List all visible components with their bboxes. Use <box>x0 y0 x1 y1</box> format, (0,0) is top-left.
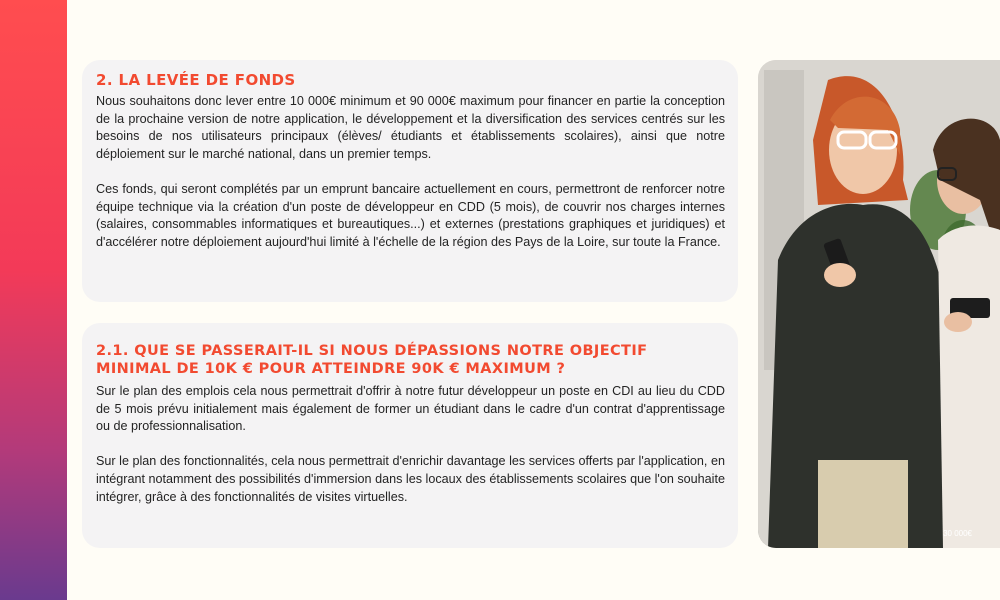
left-gradient-bar <box>0 0 67 600</box>
photo-caption: 30 000€ <box>943 529 972 538</box>
paragraph: Nous souhaitons donc lever entre 10 000€ minimum et 90 000€ maximum pour financer en partie la conception de la prochaine version de notre application, le développement et la diversification des services centrés sur les besoins de nos utilisateurs principaux (élèves/ étudiants et établissements scolaires), ainsi que notre déploiement sur le marché national, dans un premier temps. <box>96 94 725 161</box>
paragraph: Sur le plan des fonctionnalités, cela nous permettrait d'enrichir davantage les services offerts par l'application, en intégrant notamment des possibilités d'immersion dans les locaux des établissements scolaires que l'on souhaite intégrer, grâce à des fonctionnalités de visites virtuelles. <box>96 454 725 504</box>
section-card-objective <box>82 323 738 548</box>
photo-two-women-with-phones <box>758 60 1000 548</box>
section-card-fundraising <box>82 60 738 302</box>
section-title: 2.1. QUE SE PASSERAIT-IL SI NOUS DÉPASSIONS NOTRE OBJECTIF MINIMAL DE 10K € POUR ATTEINDRE 90K € MAXIMUM ? <box>96 343 648 377</box>
photo-illustration <box>758 60 1000 548</box>
section-title: 2. LA LEVÉE DE FONDS <box>96 71 296 89</box>
paragraph: Sur le plan des emplois cela nous permettrait d'offrir à notre futur développeur un poste en CDI au lieu du CDD de 5 mois prévu initialement mais également de former un étudiant dans le cadre d'un contrat d'apprentissage ou de professionnalisation. <box>96 384 725 434</box>
paragraph: Ces fonds, qui seront complétés par un emprunt bancaire actuellement en cours, permettront de renforcer notre équipe technique via la création d'un poste de développeur en CDD (5 mois), de couvrir nos charges internes (salaires, consommables informatiques et bureautiques...) et externes (prestations graphiques et juridiques) et d'accélérer notre déploiement aujourd'hui limité à l'échelle de la région des Pays de la Loire, sur toute la France. <box>96 181 725 249</box>
